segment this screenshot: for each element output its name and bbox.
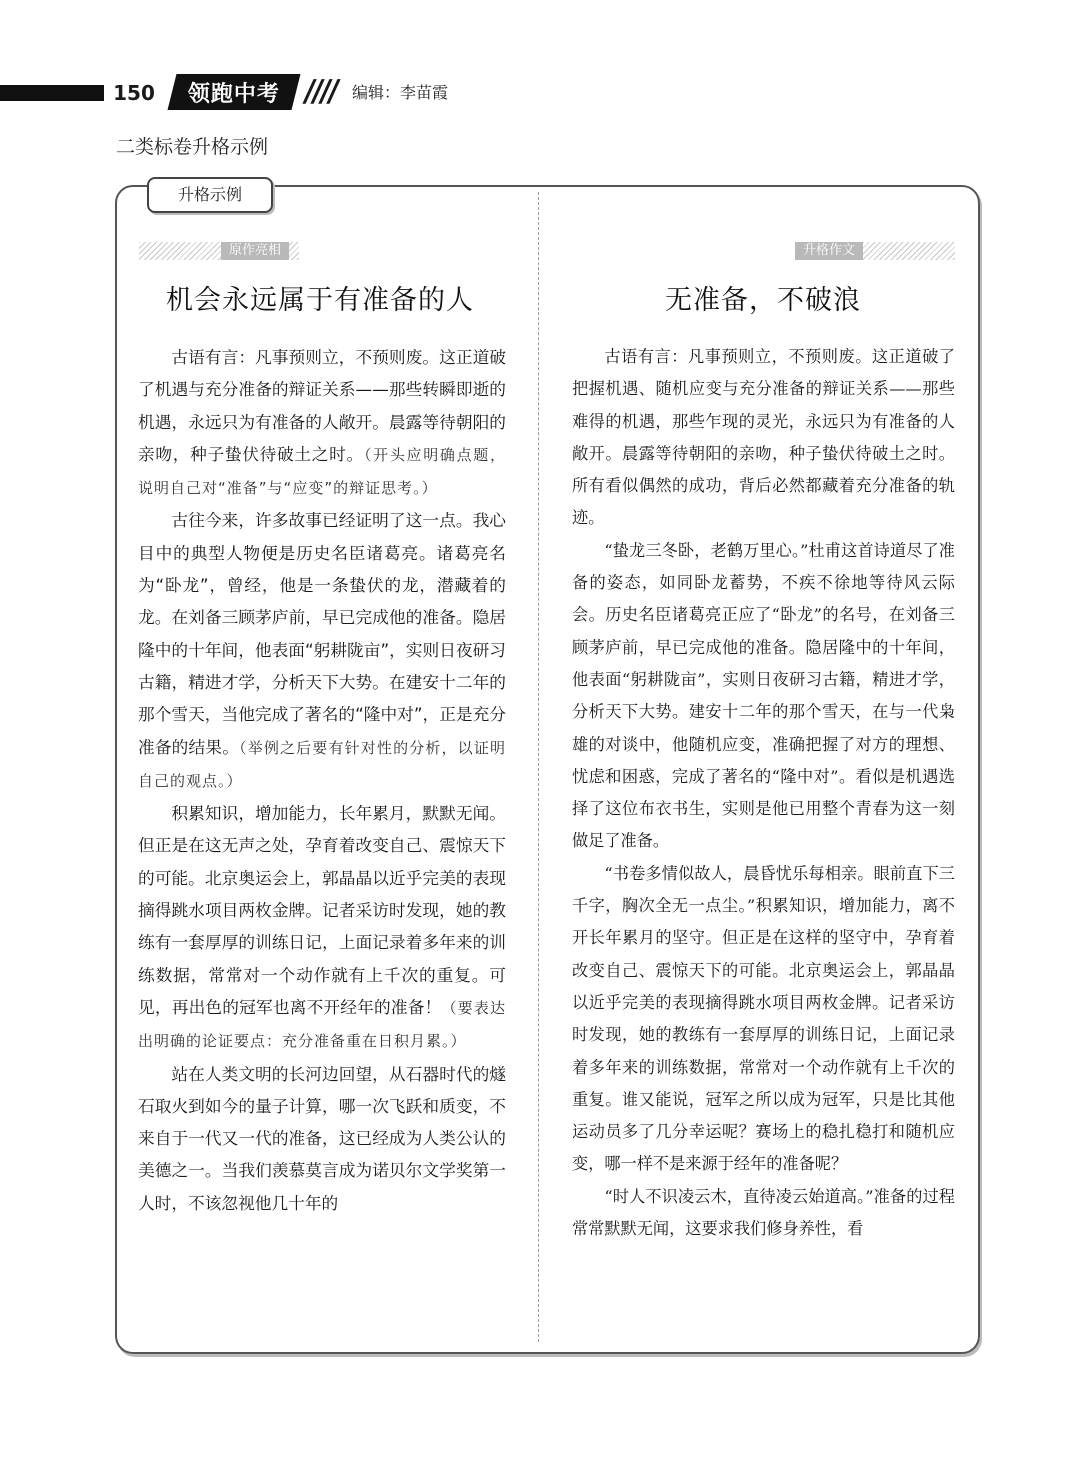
page-number: 150 — [104, 76, 164, 110]
paragraph-text: 站在人类文明的长河边回望，从石器时代的燧石取火到如今的量子计算，哪一次飞跃和质变，不来自于一代又一代的准备，这已经成为人类公认的美德之一。当我们羡慕莫言成为诺贝尔文学奖第一人时，不该忽视他几十年的 — [138, 1063, 506, 1213]
paragraph-text: 古语有言：凡事预则立，不预则废。这正道破了机遇与充分准备的辩证关系——那些转瞬即逝的机遇，永远只为有准备的人敞开。晨露等待朝阳的亲吻，种子蛰伏待破土之时。 — [138, 347, 506, 464]
original-paragraph — [138, 504, 506, 797]
upgraded-essay-title: 无准备，不破浪 — [665, 285, 861, 316]
original-paragraph — [138, 797, 506, 1057]
upgraded-paragraph: “书卷多情似故人，晨昏忧乐每相亲。眼前直下三千字，胸次全无一点尘。”积累知识，增加能力，离不开长年累月的坚守。但正是在这样的坚守中，孕育着改变自己、震惊天下的可能。北京奥运会上，郭晶晶以近乎完美的表现摘得跳水项目两枚金牌。记者采访时发现，她的教练有一套厚厚的训练日记，上面记录着多年来的训练数据，常常对一个动作就有上千次的重复。谁又能说，冠军之所以成为冠军，只是比其他运动员多了几分幸运呢？赛场上的稳扎稳打和随机应变，哪一样不是来源于经年的准备呢？ — [572, 863, 955, 1174]
left-ribbon-label: 原作亮相 — [221, 242, 289, 260]
magazine-logo — [168, 74, 301, 110]
teacher-comment: （要表达出明确的论证要点：充分准备重在日积月累。） — [138, 998, 506, 1051]
original-paragraph — [138, 1058, 506, 1220]
original-paragraph — [138, 341, 506, 504]
upgraded-paragraph: “蛰龙三冬卧，老鹤万里心。”杜甫这首诗道尽了准备的姿态，如同卧龙蓄势，不疾不徐地等待风云际会。历史名臣诸葛亮正应了“卧龙”的名号，在刘备三顾茅庐前，早已完成他的准备。隐居隆中的十年间，他表面“躬耕陇亩”，实则日夜研习古籍，精进才学，分析天下大势。建安十二年的那个雪天，在与一代枭雄的对谈中，他随机应变，准确把握了对方的理想、忧虑和困惑，完成了著名的“隆中对”。看似是机遇选择了这位布衣书生，实则是他已用整个青春为这一刻做足了准备。 — [572, 540, 955, 851]
right-ribbon — [795, 242, 955, 260]
upgraded-essay-body — [572, 341, 955, 1245]
page-header — [0, 74, 560, 112]
header-bar — [0, 85, 120, 101]
frame-tab: 升格示例 — [147, 177, 273, 213]
paragraph-text: 积累知识，增加能力，长年累月，默默无闻。但正是在这无声之处，孕育着改变自己、震惊天下的可能。北京奥运会上，郭晶晶以近乎完美的表现摘得跳水项目两枚金牌。记者采访时发现，她的教练有一套厚厚的训练日记，上面记录着多年来的训练数据，常常对一个动作就有上千次的重复。可见，再出色的冠军也离不开经年的准备！ — [138, 803, 506, 1017]
original-essay-title: 机会永远属于有准备的人 — [166, 285, 474, 316]
teacher-comment: （举例之后要有针对性的分析，以证明自己的观点。） — [138, 738, 506, 790]
column-divider — [538, 192, 539, 1342]
editor-credit: 编辑：李苗霞 — [352, 83, 449, 102]
paragraph-text: 古往今来，许多故事已经证明了这一点。我心目中的典型人物便是历史名臣诸葛亮。诸葛亮名为“卧龙”，曾经，他是一条蛰伏的龙，潜藏着的龙。在刘备三顾茅庐前，早已完成他的准备。隐居隆中的十年间，他表面“躬耕陇亩”，实则日夜研习古籍，精进才学，分析天下大势。在建安十二年的那个雪天，当他完成了著名的“隆中对”，正是充分准备的结果。 — [138, 510, 506, 757]
upgraded-paragraph: “时人不识凌云木，直待凌云始道高。”准备的过程常常默默无闻，这要求我们修身养性，看 — [572, 1186, 955, 1239]
header-slashes: //// — [301, 74, 339, 109]
left-ribbon — [139, 242, 299, 260]
upgraded-paragraph: 古语有言：凡事预则立，不预则废。这正道破了把握机遇、随机应变与充分准备的辩证关系——那些难得的机遇，那些乍现的灵光，永远只为有准备的人敞开。晨露等待朝阳的亲吻，种子蛰伏待破土之时。所有看似偶然的成功，背后必然都藏着充分准备的轨迹。 — [572, 347, 955, 528]
right-ribbon-label: 升格作文 — [795, 242, 863, 260]
magazine-name: 领跑中考 — [187, 81, 280, 107]
teacher-comment: （开头应明确点题，说明自己对“准备”与“应变”的辩证思考。） — [138, 445, 506, 498]
section-title: 二类标卷升格示例 — [116, 136, 269, 158]
original-essay-body — [138, 341, 506, 1220]
